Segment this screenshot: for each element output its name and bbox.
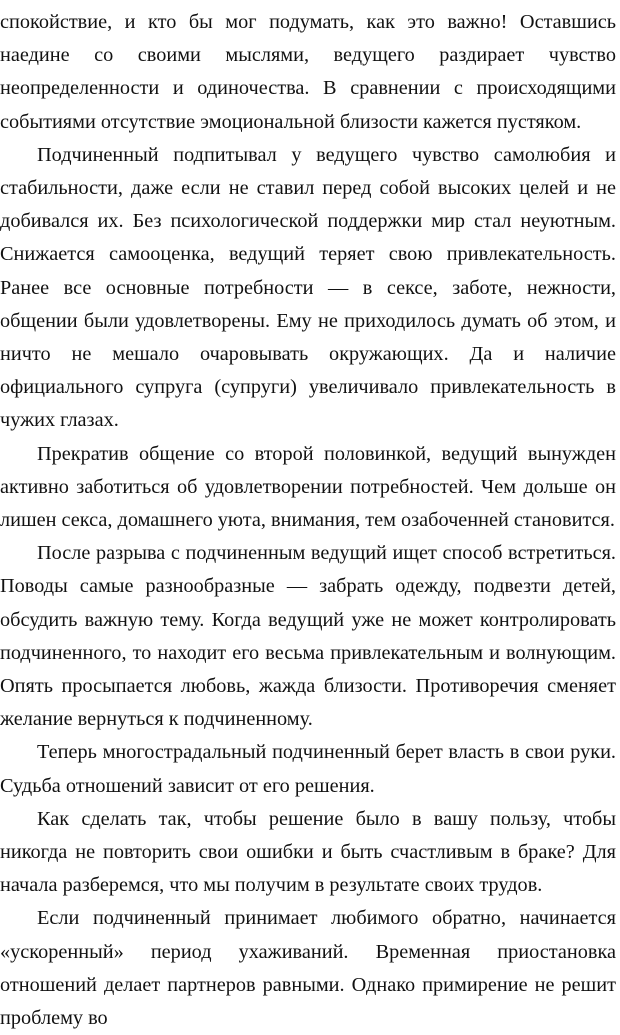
paragraph-6: Как сделать так, чтобы решение было в вашу пользу, чтобы никогда не повторить свои ошибки и быть счастливым в браке? Для начала разберемся, что мы получим в результате своих трудов. bbox=[0, 807, 616, 897]
paragraph-1: спокойствие, и кто бы мог подумать, как это важно! Оставшись наедине со своими мыслями, ведущего раздирает чувство неопределенности и одиночества. В сравнении с происходящими событиями отсутствие эмоциональной близости кажется пустяком. bbox=[0, 11, 616, 133]
paragraph-5: Теперь многострадальный подчиненный берет власть в свои руки. Судьба отношений зависит от его решения. bbox=[0, 741, 616, 797]
paragraph-4: После разрыва с подчиненным ведущий ищет способ встретиться. Поводы самые разнообразные — забрать одежду, подвезти детей, обсудить важную тему. Когда ведущий уже не может контролировать подчиненного, то находит его весьма привлекательным и волнующим. Опять просыпается любовь, жажда близости. Противоречия сменяет желание вернуться к подчиненному. bbox=[0, 542, 616, 731]
paragraph-2: Подчиненный подпитывал у ведущего чувство самолюбия и стабильности, даже если не ставил перед собой высоких целей и не добивался их. Без психологической поддержки мир стал неуютным. Снижается самооценка, ведущий теряет свою привлекательность. Ранее все основные потребности — в сексе, заботе, нежности, общении были удовлетворены. Ему не приходилось думать об этом, и ничто не мешало очаровывать окружающих. Да и наличие официального супруга (супруги) увеличивало привлекательность в чужих глазах. bbox=[0, 143, 616, 432]
paragraph-7: Если подчиненный принимает любимого обратно, начинается «ускоренный» период ухаживаний. Временная приостановка отношений делает партнеров равными. Однако примирение не решит проблему во bbox=[0, 907, 616, 1030]
paragraph-3: Прекратив общение со второй половинкой, ведущий вынужден активно заботиться об удовлетворении потребностей. Чем дольше он лишен секса, домашнего уюта, внимания, тем озабоченней становится. bbox=[0, 442, 616, 532]
